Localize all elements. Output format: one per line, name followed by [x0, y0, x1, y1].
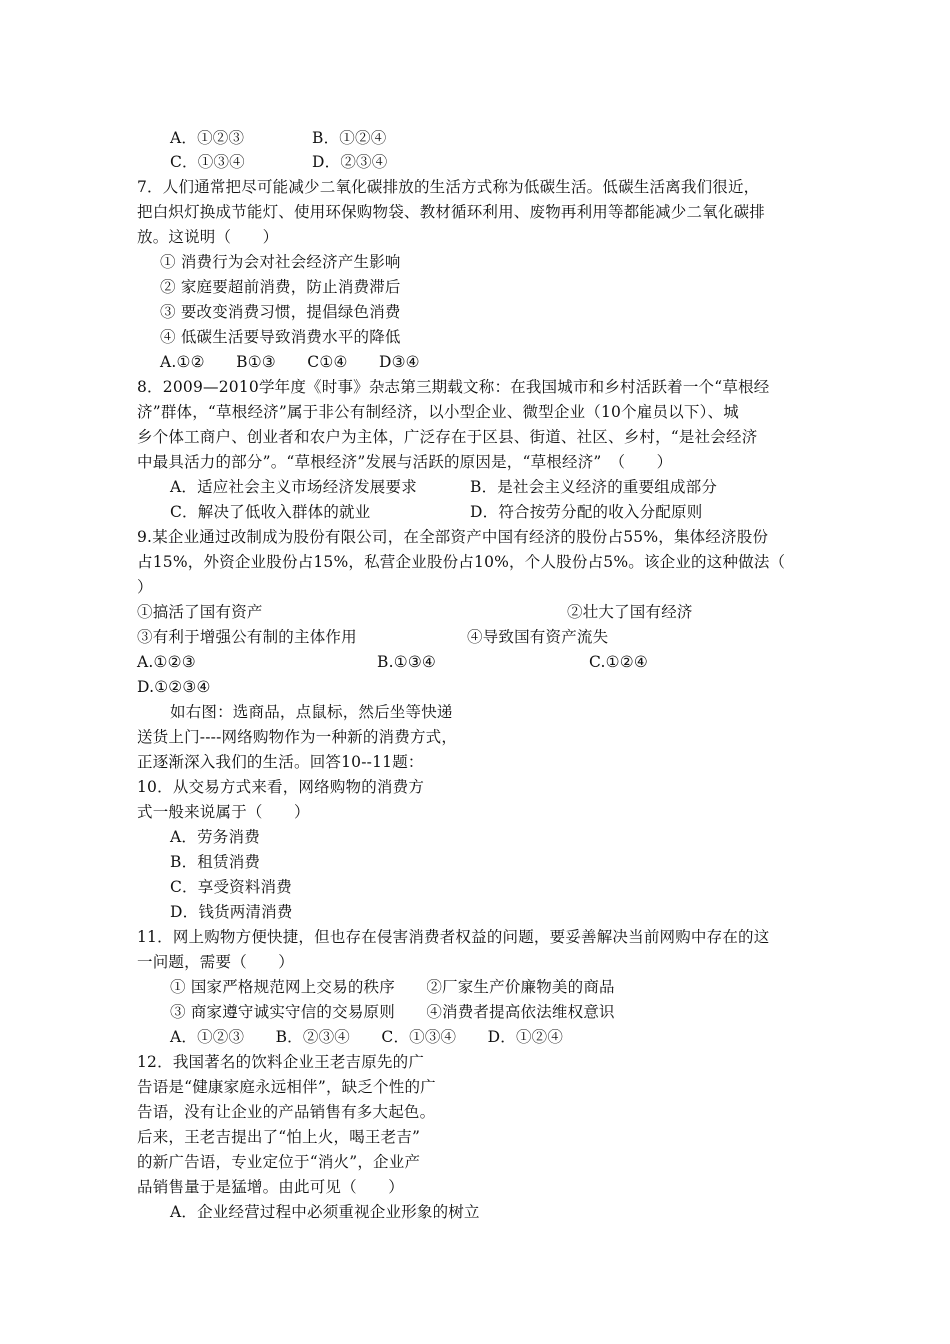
q7-item: ④ 低碳生活要导致消费水平的降低 — [160, 328, 401, 346]
q8-stem-line: 8．2009—2010学年度《时事》杂志第三期载文称：在我国城市和乡村活跃着一个“草根经 — [137, 378, 770, 396]
intro-line: 正逐渐深入我们的生活。回答10--11题： — [137, 753, 424, 771]
q9-stem-line: 9.某企业通过改制成为股份有限公司，在全部资产中国有经济的股份占55%，集体经济股份 — [137, 528, 769, 546]
q11-stem-line: 一问题，需要（ ） — [137, 953, 295, 971]
q9-item-1: ①搞活了国有资产 — [137, 603, 263, 621]
q6-option-c: C．①③④ — [170, 153, 245, 171]
q11-stem-line: 11．网上购物方便快捷，但也存在侵害消费者权益的问题，要妥善解决当前网购中存在的这 — [137, 928, 770, 946]
q11-items-row: ① 国家严格规范网上交易的秩序 ②厂家生产价廉物美的商品 — [170, 978, 615, 996]
q10-stem-line: 式一般来说属于（ ） — [137, 803, 310, 821]
q7-stem-line: 7．人们通常把尽可能减少二氧化碳排放的生活方式称为低碳生活。低碳生活离我们很近， — [137, 178, 760, 196]
q7-item: ① 消费行为会对社会经济产生影响 — [160, 253, 401, 271]
q11-items-row: ③ 商家遵守诚实守信的交易原则 ④消费者提高依法维权意识 — [170, 1003, 615, 1021]
q7-item: ③ 要改变消费习惯，提倡绿色消费 — [160, 303, 401, 321]
q9-item-2: ②壮大了国有经济 — [567, 603, 693, 621]
q11-options: A．①②③ B．②③④ C．①③④ D．①②④ — [170, 1028, 564, 1046]
q9-item-4: ④导致国有资产流失 — [467, 628, 609, 646]
q7-item: ② 家庭要超前消费，防止消费滞后 — [160, 278, 401, 296]
q6-option-d: D．②③④ — [312, 153, 388, 171]
q8-option-b: B．是社会主义经济的重要组成部分 — [470, 478, 718, 496]
q9-stem-line: 占15%，外资企业股份占15%，私营企业股份占10%，个人股份占5%。该企业的这种做法（ — [137, 553, 786, 571]
q12-stem-line: 的新广告语，专业定位于“消火”，企业产 — [137, 1153, 421, 1171]
q10-option: A．劳务消费 — [170, 828, 260, 846]
intro-line: 如右图：选商品，点鼠标，然后坐等快递 — [170, 703, 453, 721]
q9-option-d: D.①②③④ — [137, 678, 211, 696]
q9-item-3: ③有利于增强公有制的主体作用 — [137, 628, 357, 646]
q12-stem-line: 12．我国著名的饮料企业王老吉原先的广 — [137, 1053, 425, 1071]
q9-stem-line: ） — [137, 578, 153, 596]
q8-stem-line: 济”群体，“草根经济”属于非公有制经济，以小型企业、微型企业（10个雇员以下）、城 — [137, 403, 739, 421]
q8-stem-line: 中最具活力的部分”。“草根经济”发展与活跃的原因是，“草根经济” （ ） — [137, 453, 673, 471]
q12-stem-line: 后来，王老吉提出了“怕上火，喝王老吉” — [137, 1128, 421, 1146]
q10-option: B．租赁消费 — [170, 853, 261, 871]
q12-stem-line: 告语是“健康家庭永远相伴”，缺乏个性的广 — [137, 1078, 436, 1096]
q9-option-c: C.①②④ — [589, 653, 648, 671]
q7-stem-line: 把白炽灯换成节能灯、使用环保购物袋、教材循环利用、废物再利用等都能减少二氧化碳排 — [137, 203, 766, 221]
q8-option-d: D．符合按劳分配的收入分配原则 — [470, 503, 703, 521]
q6-option-b: B．①②④ — [312, 129, 387, 147]
q7-stem-line: 放。这说明（ ） — [137, 228, 279, 246]
q9-option-a: A.①②③ — [137, 653, 196, 671]
q10-option: D．钱货两清消费 — [170, 903, 293, 921]
q12-option-a: A．企业经营过程中必须重视企业形象的树立 — [170, 1203, 480, 1221]
q12-stem-line: 品销售量于是猛增。由此可见（ ） — [137, 1178, 404, 1196]
q10-stem-line: 10．从交易方式来看，网络购物的消费方 — [137, 778, 425, 796]
q12-stem-line: 告语，没有让企业的产品销售有多大起色。 — [137, 1103, 436, 1121]
q10-option: C．享受资料消费 — [170, 878, 292, 896]
q6-option-a: A．①②③ — [170, 129, 245, 147]
q9-option-b: B.①③④ — [377, 653, 437, 671]
q7-options: A.①② B①③ C①④ D③④ — [160, 353, 420, 371]
q8-stem-line: 乡个体工商户、创业者和农户为主体，广泛存在于区县、街道、社区、乡村，“是社会经济 — [137, 428, 758, 446]
q8-option-a: A．适应社会主义市场经济发展要求 — [170, 478, 417, 496]
q8-option-c: C．解决了低收入群体的就业 — [170, 503, 371, 521]
intro-line: 送货上门----网络购物作为一种新的消费方式， — [137, 728, 458, 746]
